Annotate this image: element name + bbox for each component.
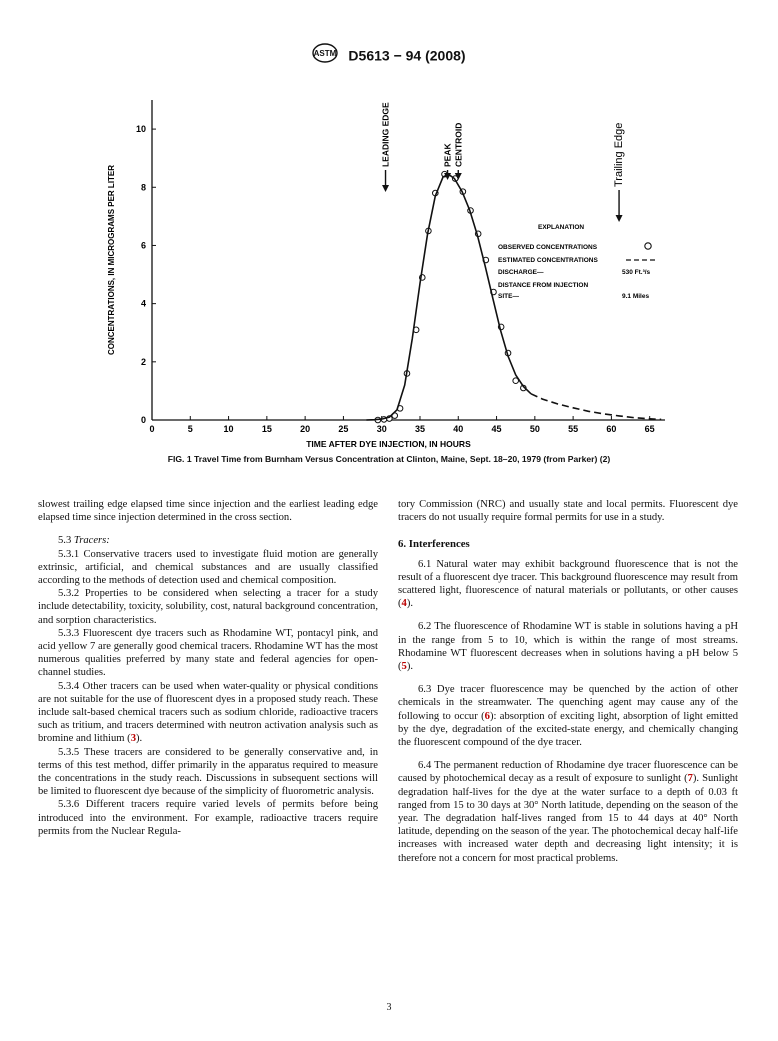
page-number: 3 (386, 1002, 392, 1013)
reference-7[interactable]: 7 (687, 773, 693, 785)
paragraph-6-2: 6.2 The fluorescence of Rhodamine WT is stable in solutions having a pH in the range from 5 to 10, which is within the range of most streams. Rhodamine WT fluorescent decreases when in solutions having a pH below 5 (5). (398, 621, 738, 673)
legend-observed-symbol (645, 243, 651, 249)
paragraph-continued: slowest trailing edge elapsed time since injection and the earliest leading edge elapsed time since injection determined in the cross section. (38, 499, 378, 524)
annotation-label: LEADING EDGE (380, 102, 391, 167)
annotation-label: CENTROID (453, 122, 464, 167)
chart-explanation (498, 224, 656, 300)
right-column (398, 498, 738, 865)
standard-code: D5613 − 94 (2008) (348, 47, 466, 64)
y-tick-label: 10 (135, 124, 146, 135)
paragraph-6-1: 6.1 Natural water may exhibit background fluorescence that is not the result of a fluorescent dye tracer. This background fluorescence may result from scattered light, fluorescence of natural materials or pollutants, or other causes (4). (398, 558, 738, 610)
paragraph-5-3-5: 5.3.5 These tracers are considered to be generally conservative and, in terms of this test method, differ primarily in the apparatus required to measure the concentrations in the study reach. Discussions in subsequent sections will be limited to fluorescent dye because of the simplicity of fluorometric analysis. (38, 746, 378, 798)
legend-estimated-label: ESTIMATED CONCENTRATIONS (498, 257, 598, 264)
section-5-3-heading: 5.3 Tracers: (58, 535, 110, 547)
legend-discharge-value: 530 Ft.³/s (622, 269, 651, 276)
x-tick-label: 5 (187, 424, 193, 434)
astm-logo (312, 43, 338, 68)
estimated-curve (531, 394, 661, 420)
paragraph-continued-right: tory Commission (NRC) and usually state and local permits. Fluorescent dye tracers do not usually require formal permits for use in a study. (398, 499, 738, 524)
x-tick-label: 65 (644, 424, 655, 434)
paragraph-6-4: 6.4 The permanent reduction of Rhodamine dye tracer fluorescence can be caused by photochemical decay as a result of exposure to sunlight (7). Sunlight degradation half-lives for the dye at the water surface to a depth of 0.03 ft ranged from 15 to 30 days at 30° North latitude, depending on the season of the year. The degradation half-lives ranged from 15 to 44 days at 40° North latitude, depending on the season of the year. The photochemical decay half-life increases with increased water depth and decreasing light intensity; it is therefore not a concern for most practical problems. (398, 760, 738, 864)
figure-caption: FIG. 1 Travel Time from Burnham Versus Concentration at Clinton, Maine, Sept. 18–20, 1979 (from Parker) (2) (167, 454, 611, 464)
x-tick-label: 20 (300, 424, 311, 434)
y-tick-label: 2 (140, 356, 146, 367)
reference-3[interactable]: 3 (130, 733, 136, 745)
x-tick-label: 25 (338, 424, 349, 434)
page-header (0, 43, 778, 68)
reference-6[interactable]: 6 (484, 710, 490, 722)
chart-annotations (381, 102, 626, 222)
paragraph-5-3-4: 5.3.4 Other tracers can be used when water-quality or physical conditions are not suitable for the use of fluorescent dyes in a proposed study reach. These include salt-based chemical tracers such as sodium chloride, radioactive tracers such as tritium, and tracers determined with neutron activation analysis such as bromine and lithium (3). (38, 680, 378, 745)
y-tick-label: 0 (140, 415, 146, 425)
legend-distance-label: DISTANCE FROM INJECTION (498, 282, 589, 289)
explanation-title: EXPLANATION (538, 224, 585, 231)
legend-discharge-label: DISCHARGE— (498, 269, 544, 276)
paragraph-5-3-1: 5.3.1 Conservative tracers used to investigate fluid motion are generally extrinsic, artificial, and chemical substances and are usually classified according to the methods of detection used and chemical composition. (38, 548, 378, 587)
annotation-arrowhead (616, 215, 623, 222)
svg-text:ASTM: ASTM (314, 49, 337, 58)
paragraph-5-3-3: 5.3.3 Fluorescent dye tracers such as Rhodamine WT, pontacyl pink, and acid yellow 7 are generally good chemical tracers. Rhodamine WT has the most numerous qualities preferred by many state and federal agencies for open-channel studies. (38, 627, 378, 679)
paragraph-5-3-6: 5.3.6 Different tracers require varied levels of permits before being introduced into the environment. For example, radioactive tracers require permits from the Nuclear Regula- (38, 799, 378, 837)
annotation-label: PEAK (442, 143, 453, 167)
x-tick-label: 40 (453, 424, 464, 434)
x-axis-label: TIME AFTER DYE INJECTION, IN HOURS (306, 439, 471, 449)
x-tick-label: 50 (529, 424, 540, 434)
y-tick-label: 4 (140, 298, 146, 309)
y-axis-label: CONCENTRATIONS, IN MICROGRAMS PER LITER (107, 164, 116, 356)
legend-site-value: 9.1 Miles (622, 293, 650, 300)
concentration-chart (100, 82, 680, 462)
reference-5[interactable]: 5 (401, 661, 407, 673)
annotation-arrowhead (382, 185, 389, 192)
legend-observed-label: OBSERVED CONCENTRATIONS (498, 244, 598, 251)
left-column (38, 498, 378, 838)
y-tick-label: 8 (140, 182, 146, 193)
reference-4[interactable]: 4 (401, 598, 407, 610)
x-tick-label: 60 (606, 424, 617, 434)
x-tick-label: 0 (149, 424, 155, 434)
paragraph-6-3: 6.3 Dye tracer fluorescence may be quenched by the action of other chemicals in the streamwater. The quenching agent may cause any of the following to occur (6): absorption of exciting light, absorption of light emitted by the dye, degradation of the excited-state energy, and chemically changing the fluorescent compound of the dye tracer. (398, 684, 738, 749)
x-tick-label: 10 (223, 424, 234, 434)
x-tick-label: 45 (491, 424, 502, 434)
section-6-heading: 6. Interferences (398, 538, 470, 551)
annotation-label: Trailing Edge (613, 122, 626, 187)
legend-site-label: SITE— (498, 293, 519, 300)
y-tick-label: 6 (140, 240, 146, 251)
x-tick-label: 15 (261, 424, 272, 434)
x-tick-label: 55 (568, 424, 579, 434)
x-tick-label: 35 (414, 424, 425, 434)
paragraph-5-3-2: 5.3.2 Properties to be considered when selecting a tracer for a study include detectability, toxicity, solubility, cost, natural background concentration, and sorption characteristics. (38, 588, 378, 626)
x-tick-label: 30 (376, 424, 387, 434)
chart-svg (100, 82, 680, 462)
